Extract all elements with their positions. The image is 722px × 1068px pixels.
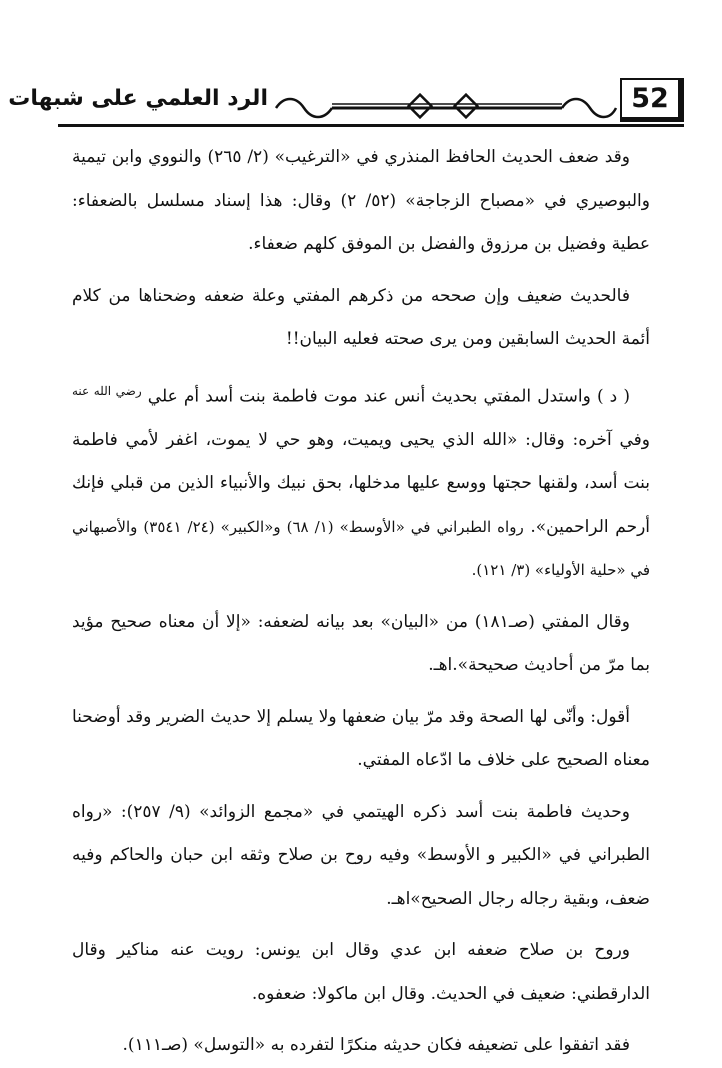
header-rule [58, 124, 684, 127]
header-ornament [262, 86, 620, 122]
book-title: الرد العلمي على شبهات [8, 86, 268, 111]
paragraph-3-intro: ( د ) واستدل المفتي بحديث أنس عند موت فاطمة بنت أسد أم علي [147, 386, 631, 407]
paragraph-2: فالحديث ضعيف وإن صححه من ذكرهم المفتي وعلة ضعفه وضحناها من كلام أئمة الحديث السابقين ومن يرى صحته فعليه البيان!! [72, 285, 650, 349]
paragraph-3-citation: رواه الطبراني في «الأوسط» (١/ ٦٨) و«الكبير» (٢٤/ ٣٥٤١) والأصبهاني في «حلية الأولياء» (٣/ ١٢١). [72, 517, 650, 580]
paragraph-7: وروح بن صلاح ضعفه ابن عدي وقال ابن يونس: رويت عنه مناكير وقال الدارقطني: ضعيف في الحديث. وقال ابن ماكولا: ضعفوه. [72, 940, 650, 1004]
paragraph-6: وحديث فاطمة بنت أسد ذكره الهيتمي في «مجمع الزوائد» (٩/ ٢٥٧): «رواه الطبراني في «الكبير و الأوسط» وفيه روح بن صلاح وثقه ابن حبان والحاكم وفيه ضعف، وبقية رجاله رجال الصحيح»اهـ. [72, 801, 650, 909]
page-body [72, 136, 650, 1068]
paragraph-4: وقال المفتي (صـ١٨١) من «البيان» بعد بيانه لضعفه: «إلا أن معناه صحيح مؤيد بما مرّ من أحاديث صحيحة».اهـ. [72, 611, 650, 676]
honorific-glyph: رضي الله عنه [72, 383, 142, 398]
paragraph-3-hadith: وفي آخره: وقال: «الله الذي يحيى ويميت، وهو حي لا يموت، اغفر لأمي فاطمة بنت أسد، ولقنها حجتها ووسع عليها مدخلها، بحق نبيك والأنبياء الذين من قبلي فإنك أرحم الراحمين». [72, 429, 651, 537]
paragraph-8: فقد اتفقوا على تضعيفه فكان حديثه منكرًا لتفرده به «التوسل» (صـ١١١). [122, 1035, 630, 1056]
paragraph-1: وقد ضعف الحديث الحافظ المنذري في «الترغيب» (٢/ ٢٦٥) والنووي وابن تيمية والبوصيري في «مصباح الزجاجة» (٥٢/ ٢) وقال: هذا إسناد مسلسل بالضعفاء: عطية وفضيل بن مرزوق والفضل بن الموفق كلهم ضعفاء. [72, 147, 650, 254]
paragraph-3 [72, 370, 650, 593]
paragraph-5: أقول: وأنّى لها الصحة وقد مرّ بيان ضعفها ولا يسلم إلا حديث الضرير وقد أوضحنا معناه الصحيح على خلاف ما ادّعاه المفتي. [72, 706, 650, 771]
page-number: 52 [620, 78, 684, 122]
